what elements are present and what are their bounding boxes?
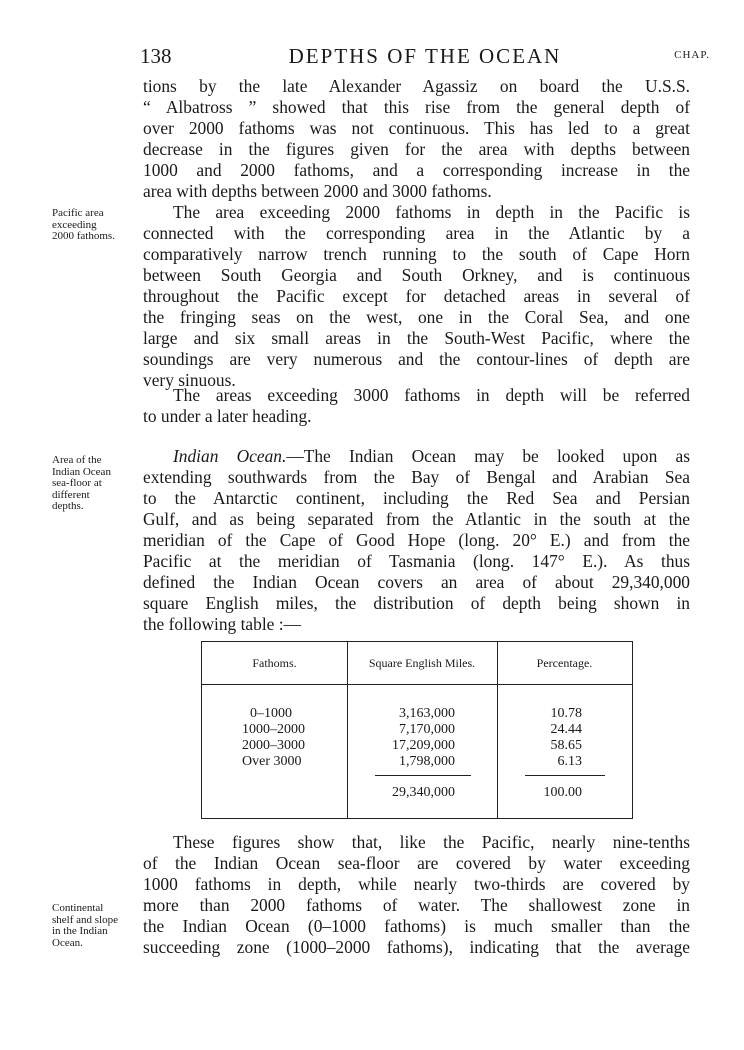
column-percentage bbox=[497, 642, 632, 818]
text-line: Pacific at the meridian of Tasmania (long. 147° E.). As thus bbox=[143, 551, 690, 571]
paragraph-2 bbox=[143, 202, 690, 391]
margin-note-line: Area of the bbox=[52, 454, 102, 466]
paragraph-1 bbox=[143, 76, 690, 202]
depth-distribution-table bbox=[201, 641, 633, 819]
text-line: large and six small areas in the South-West Pacific, where the bbox=[143, 328, 690, 348]
margin-note-line: Continental bbox=[52, 902, 104, 914]
paragraph-4 bbox=[143, 446, 690, 635]
running-title: DEPTHS OF THE OCEAN bbox=[288, 44, 562, 68]
text-line: succeeding zone (1000–2000 fathoms), indicating that the average bbox=[143, 937, 690, 957]
margin-note-line: depths. bbox=[52, 500, 84, 512]
column-square-miles bbox=[347, 642, 497, 818]
margin-note-pacific bbox=[52, 208, 142, 243]
total-rule bbox=[375, 775, 471, 776]
page-number: 138 bbox=[140, 44, 172, 68]
table-cell: 6.13 bbox=[557, 754, 582, 769]
table-cell: 2000–3000 bbox=[242, 738, 305, 753]
table-cell: 1000–2000 bbox=[242, 722, 305, 737]
text-line: of the Indian Ocean sea-floor are covered by water exceeding bbox=[143, 853, 690, 873]
chapter-label: CHAP. bbox=[674, 49, 710, 61]
text-line: These figures show that, like the Pacific, nearly nine-tenths bbox=[173, 832, 690, 852]
table-header-fathoms: Fathoms. bbox=[252, 656, 297, 670]
table-cell: 1,798,000 bbox=[399, 754, 455, 769]
table-cell: 0–1000 bbox=[250, 706, 292, 721]
table-header-percentage: Percentage. bbox=[536, 656, 593, 670]
text-line: to the Antarctic continent, including the Red Sea and Persian bbox=[143, 488, 690, 508]
margin-note-line: Indian Ocean bbox=[52, 465, 111, 478]
margin-note-line: Pacific area bbox=[52, 207, 104, 219]
text-line: meridian of the Cape of Good Hope (long. 20° E.) and from the bbox=[143, 530, 690, 550]
text-line: 1000 and 2000 fathoms, and a corresponding increase in the bbox=[143, 160, 690, 180]
table-cell: 10.78 bbox=[550, 706, 582, 721]
section-heading: Indian Ocean. bbox=[173, 446, 287, 466]
table-total-cell: 100.00 bbox=[543, 785, 582, 800]
text-line: decrease in the figures given for the area with depths between bbox=[143, 139, 690, 159]
table-cell: 7,170,000 bbox=[399, 722, 455, 737]
column-fathoms bbox=[202, 642, 347, 818]
total-rule bbox=[525, 775, 605, 776]
text-line: between South Georgia and South Orkney, and is continuous bbox=[143, 265, 690, 285]
margin-note-line: sea-floor at bbox=[52, 477, 102, 489]
margin-note-indian-ocean bbox=[52, 455, 142, 513]
text-line: tions by the late Alexander Agassiz on board the U.S.S. bbox=[143, 76, 690, 96]
text-line: connected with the corresponding area in the Atlantic by a bbox=[143, 223, 690, 243]
text-line: “ Albatross ” showed that this rise from the general depth of bbox=[143, 97, 690, 117]
table-cell: 24.44 bbox=[550, 722, 582, 737]
text-line: more than 2000 fathoms of water. The shallowest zone in bbox=[143, 895, 690, 915]
margin-note-line: 2000 fathoms. bbox=[52, 230, 115, 242]
paragraph-3 bbox=[143, 385, 690, 427]
table-cell: 3,163,000 bbox=[399, 706, 455, 721]
table-cell: 58.65 bbox=[550, 738, 582, 753]
text-line: the following table :— bbox=[143, 614, 301, 634]
text-line: over 2000 fathoms was not continuous. This has led to a great bbox=[143, 118, 690, 138]
text-line bbox=[143, 446, 690, 467]
text-line: Gulf, and as being separated from the Atlantic in the south at the bbox=[143, 509, 690, 529]
text-line: extending southwards from the Bay of Bengal and Arabian Sea bbox=[143, 467, 690, 487]
text-line: comparatively narrow trench running to the south of Cape Horn bbox=[143, 244, 690, 264]
text-line: The area exceeding 2000 fathoms in depth in the Pacific is bbox=[173, 202, 690, 222]
table-cell: 17,209,000 bbox=[392, 738, 455, 753]
text-line: throughout the Pacific except for detached areas in several of bbox=[143, 286, 690, 306]
margin-note-line: different bbox=[52, 488, 90, 501]
text-line: the Indian Ocean (0–1000 fathoms) is much smaller than the bbox=[143, 916, 690, 936]
text-line: very sinuous. bbox=[143, 370, 236, 390]
paragraph-5 bbox=[143, 832, 690, 958]
text-line: 1000 fathoms in depth, while nearly two-thirds are covered by bbox=[143, 874, 690, 894]
text-line: square English miles, the distribution of depth being shown in bbox=[143, 593, 690, 613]
margin-note-continental-shelf bbox=[52, 903, 142, 949]
heading-continuation: —The Indian Ocean may be looked upon as bbox=[286, 446, 690, 466]
margin-note-line: in the Indian bbox=[52, 925, 108, 937]
page-header bbox=[140, 42, 710, 72]
margin-note-line: exceeding bbox=[52, 218, 97, 231]
table-cell: Over 3000 bbox=[242, 754, 302, 769]
text-line: area with depths between 2000 and 3000 fathoms. bbox=[143, 181, 492, 201]
table-header-square-miles: Square English Miles. bbox=[368, 656, 476, 670]
text-line: to under a later heading. bbox=[143, 406, 312, 426]
text-line: soundings are very numerous and the contour-lines of depth are bbox=[143, 349, 690, 369]
text-line: the fringing seas on the west, one in the Coral Sea, and one bbox=[143, 307, 690, 327]
table-total-cell: 29,340,000 bbox=[392, 785, 455, 800]
margin-note-line: shelf and slope bbox=[52, 913, 118, 926]
text-line: defined the Indian Ocean covers an area of about 29,340,000 bbox=[143, 572, 690, 592]
margin-note-line: Ocean. bbox=[52, 936, 83, 949]
text-line: The areas exceeding 3000 fathoms in depth will be referred bbox=[173, 385, 690, 405]
